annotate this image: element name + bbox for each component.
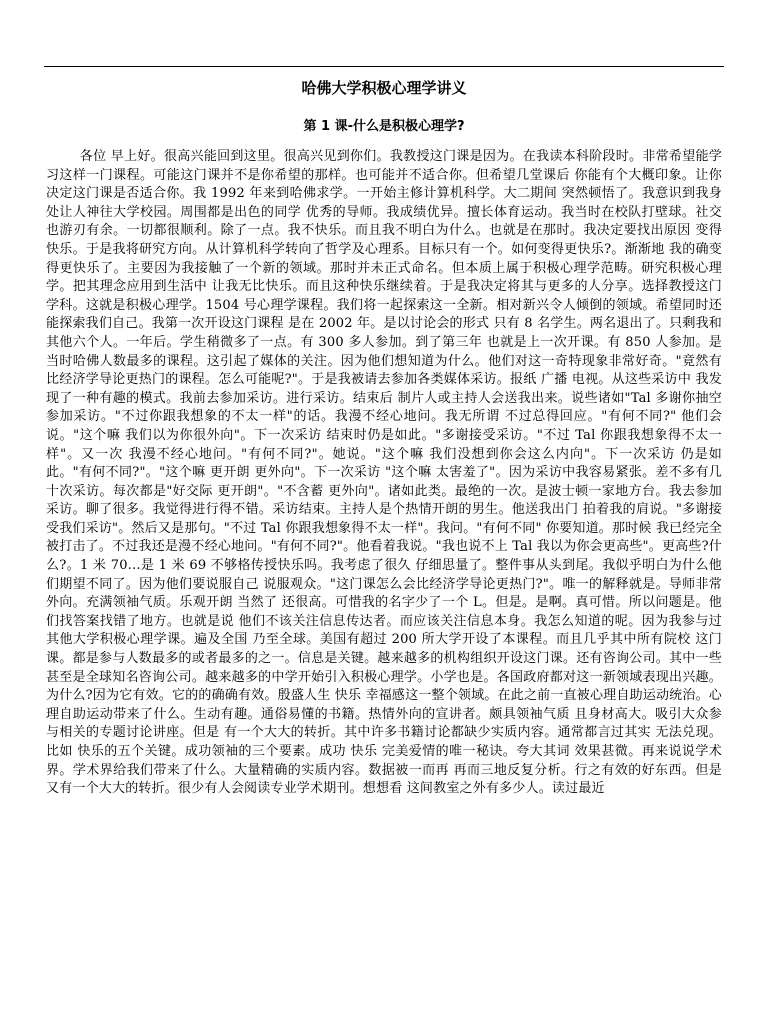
lecture-body-text: 各位 早上好。很高兴能回到这里。很高兴见到你们。我教授这门课是因为。在我读本科阶段时。非常希望能学习这样一门课程。可能这门课并不是你希望的那样。也可能并不适合你。但希望几堂课后 你能有个大概印象。让你决定这门课是否适合你。我 1992 年来到哈佛求学。一开始主修计算机科学。大二期间 突然顿悟了。我意识到我身处让人神往大学校园。周围都是出色的同学 优秀的导师。我成绩优异。擅长体育运动。我当时在校队打壁球。社交也游刃有余。一切都很顺利。除了一点。我不快乐。而且我不明白为什么。也就是在那时。我决定要找出原因 变得快乐。于是我将研究方向。从计算机科学转向了哲学及心理系。目标只有一个。如何变得更快乐?。渐渐地 我的确变得更快乐了。主要因为我接触了一个新的领域。那时并未正式命名。但本质上属于积极心理学范畴。研究积极心理学。把其理念应用到生活中 让我无比快乐。而且这种快乐继续着。于是我决定将其与更多的人分享。选择教授这门学科。这就是积极心理学。1504 号心理学课程。我们将一起探索这一全新。相对新兴令人倾倒的领域。希望同时还能探索我们自己。我第一次开设这门课程 是在 2002 年。是以讨论会的形式 只有 8 名学生。两名退出了。只剩我和其他六个人。一年后。学生稍微多了一点。有 300 多人参加。到了第三年 也就是上一次开课。有 850 人参加。是当时哈佛人数最多的课程。这引起了媒体的关注。因为他们想知道为什么。他们对这一奇特现象非常好奇。"竟然有比经济学导论更热门的课程。怎么可能呢?"。于是我被请去参加各类媒体采访。报纸 广播 电视。从这些采访中 我发现了一种有趣的模式。我前去参加采访。进行采访。结束后 制片人或主持人会送我出来。说些诸如"Tal 多谢你抽空参加采访。"不过你跟我想象的不太一样"的话。我漫不经心地问。我无所谓 不过总得回应。"有何不同?" 他们会说。"这个嘛 我们以为你很外向"。下一次采访 结束时仍是如此。"多谢接受采访。"不过 Tal 你跟我想象得不太一样"。又一次 我漫不经心地问。"有何不同?"。她说。"这个嘛 我们没想到你会这么内向"。下一次采访 仍是如此。"有何不同?"。"这个嘛 更开朗 更外向"。下一次采访 "这个嘛 太害羞了"。因为采访中我容易紧张。差不多有几十次采访。每次都是"好交际 更开朗"。"不含蓄 更外向"。诸如此类。最绝的一次。是波士顿一家地方台。我去参加采访。聊了很多。我觉得进行得不错。采访结束。主持人是个热情开朗的男生。他送我出门 拍着我的肩说。"多谢接受我们采访"。然后又是那句。"不过 Tal 你跟我想象得不太一样"。我问。"有何不同" 你要知道。那时候 我已经完全被打击了。不过我还是漫不经心地问。"有何不同?"。他看着我说。"我也说不上 Tal 我以为你会更高些"。更高些?什么?。1 米 70...是 1 米 69 不够格传授快乐吗。我考虑了很久 仔细思量了。整件事从头到尾。我似乎明白为什么他们期望不同了。因为他们要说服自己 说服观众。"这门课怎么会比经济学导论更热门?"。唯一的解释就是。导师非常外向。充满领袖气质。乐观开朗 当然了 还很高。可惜我的名字少了一个 L。但是。是啊。真可惜。所以问题是。他们找答案找错了地方。也就是说 他们不该关注信息传达者。而应该关注信息本身。我怎么知道的呢。因为我参与过其他大学积极心理学课。遍及全国 乃至全球。美国有超过 200 所大学开设了本课程。而且几乎其中所有院校 这门课。都是参与人数最多的或者最多的之一。信息是关键。越来越多的机构组织开设这门课。还有咨询公司。其中一些甚至是全球知名咨询公司。越来越多的中学开始引入积极心理学。小学也是。各国政府都对这一新领域表现出兴趣。为什么?因为它有效。它的的确确有效。殷盛人生 快乐 幸福感这一整个领域。在此之前一直被心理自助运动统治。心理自助运动带来了什么。生动有趣。通俗易懂的书籍。热情外向的宣讲者。颇具领袖气质 且身材高大。吸引大众参与相关的专题讨论讲座。但是 有一个大大的转折。其中许多书籍讨论都缺少实质内容。通常都言过其实 无法兑现。比如 快乐的五个关键。成功领袖的三个要素。成功 快乐 完美爱情的唯一秘诀。夸大其词 效果甚微。再来说说学术界。学术界给我们带来了什么。大量精确的实质内容。数据被一而再 再而三地反复分析。行之有效的好东西。但是 又有一个大大的转折。很少有人会阅读专业学术期刊。想想看 这间教室之外有多少人。读过最近 bbox=[46, 149, 722, 797]
header-rule bbox=[44, 66, 724, 67]
lesson-title: 第 1 课-什么是积极心理学? bbox=[303, 119, 465, 134]
document-title: 哈佛大学积极心理学讲义 bbox=[301, 79, 467, 97]
